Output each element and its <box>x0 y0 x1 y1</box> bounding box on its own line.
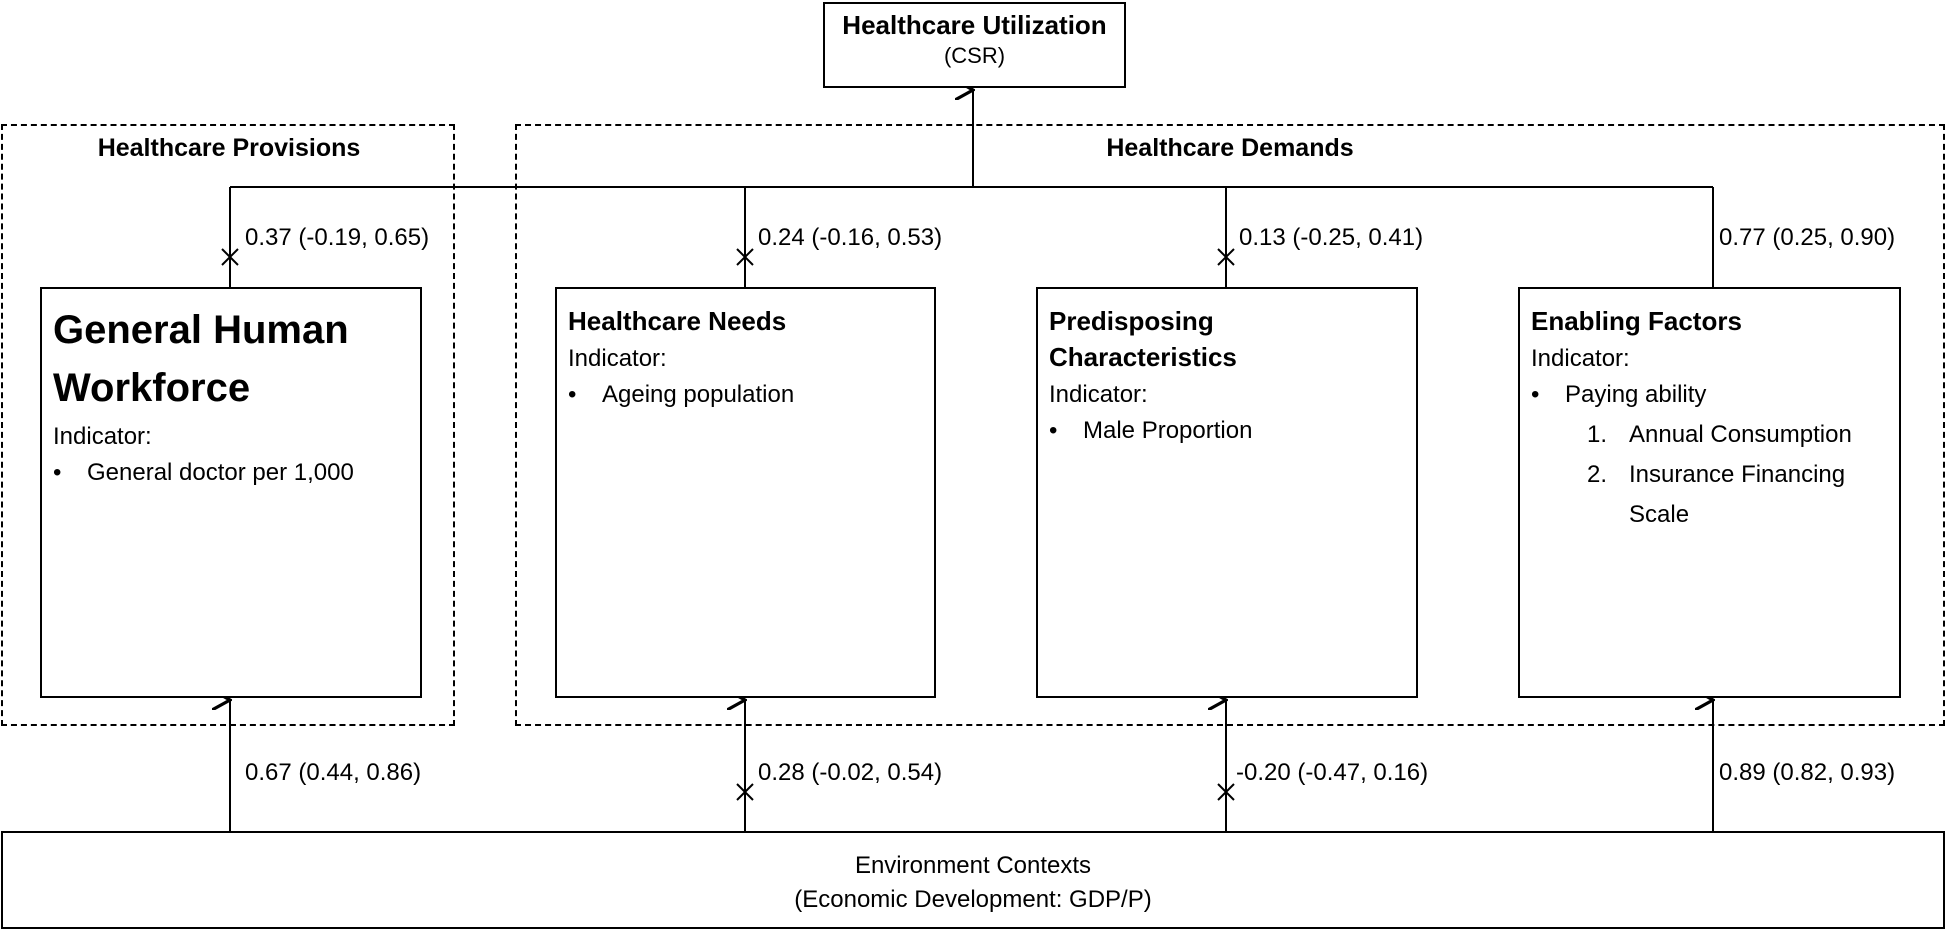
predisposing-characteristics-box <box>1036 287 1418 698</box>
healthcare-utilization-title: Healthcare Utilization <box>842 10 1107 40</box>
indicator-subitem <box>1531 495 1889 535</box>
coef-needs-utilization: 0.24 (-0.16, 0.53) <box>758 224 943 251</box>
indicator-item: • Paying ability <box>1531 375 1889 415</box>
indicator-subitem <box>1531 415 1889 455</box>
construct-title: Healthcare Needs <box>568 306 787 336</box>
construct-title <box>53 301 410 417</box>
environment-subtitle: (Economic Development: GDP/P) <box>794 886 1152 913</box>
subitem-text: Scale <box>1629 501 1690 528</box>
coef-env-predisposing: -0.20 (-0.47, 0.16) <box>1236 759 1429 786</box>
environment-contexts-box <box>1 831 1945 929</box>
environment-title: Environment Contexts <box>854 852 1092 879</box>
indicator-item: • Male Proportion <box>1049 411 1406 451</box>
indicator-label: Indicator: <box>53 423 152 450</box>
coef-workforce-utilization: 0.37 (-0.19, 0.65) <box>245 224 430 251</box>
coef-env-needs: 0.28 (-0.02, 0.54) <box>758 759 943 786</box>
construct-title-line1: General Human <box>53 308 349 352</box>
coef-env-enabling: 0.89 (0.82, 0.93) <box>1719 759 1896 786</box>
general-human-workforce-box <box>40 287 422 698</box>
coef-enabling-utilization: 0.77 (0.25, 0.90) <box>1719 224 1896 251</box>
healthcare-needs-box <box>555 287 936 698</box>
environment-contexts-text <box>3 849 1943 917</box>
indicator-item: • General doctor per 1,000 <box>53 453 410 493</box>
healthcare-utilization-subtitle: (CSR) <box>943 43 1006 68</box>
indicator-item: • Ageing population <box>568 375 924 415</box>
construct-title: Predisposing Characteristics <box>1049 306 1237 372</box>
subitem-text: Annual Consumption <box>1629 421 1852 448</box>
healthcare-utilization-box <box>823 2 1126 88</box>
healthcare-demands-title: Healthcare Demands <box>1106 134 1354 162</box>
indicator-subitem <box>1531 455 1889 495</box>
construct-title-line2: Workforce <box>53 366 251 410</box>
coef-env-workforce: 0.67 (0.44, 0.86) <box>245 759 422 786</box>
construct-title: Enabling Factors <box>1531 306 1742 336</box>
subitem-number: 2. <box>1587 461 1608 488</box>
enabling-factors-box <box>1518 287 1901 698</box>
healthcare-provisions-title: Healthcare Provisions <box>97 134 361 162</box>
subitem-text: Insurance Financing <box>1629 461 1846 488</box>
indicator-label: Indicator: <box>1049 381 1148 408</box>
indicator-label: Indicator: <box>1531 345 1630 372</box>
indicator-label: Indicator: <box>568 345 667 372</box>
subitem-number: 1. <box>1587 421 1608 448</box>
coef-predisposing-utilization: 0.13 (-0.25, 0.41) <box>1239 224 1424 251</box>
